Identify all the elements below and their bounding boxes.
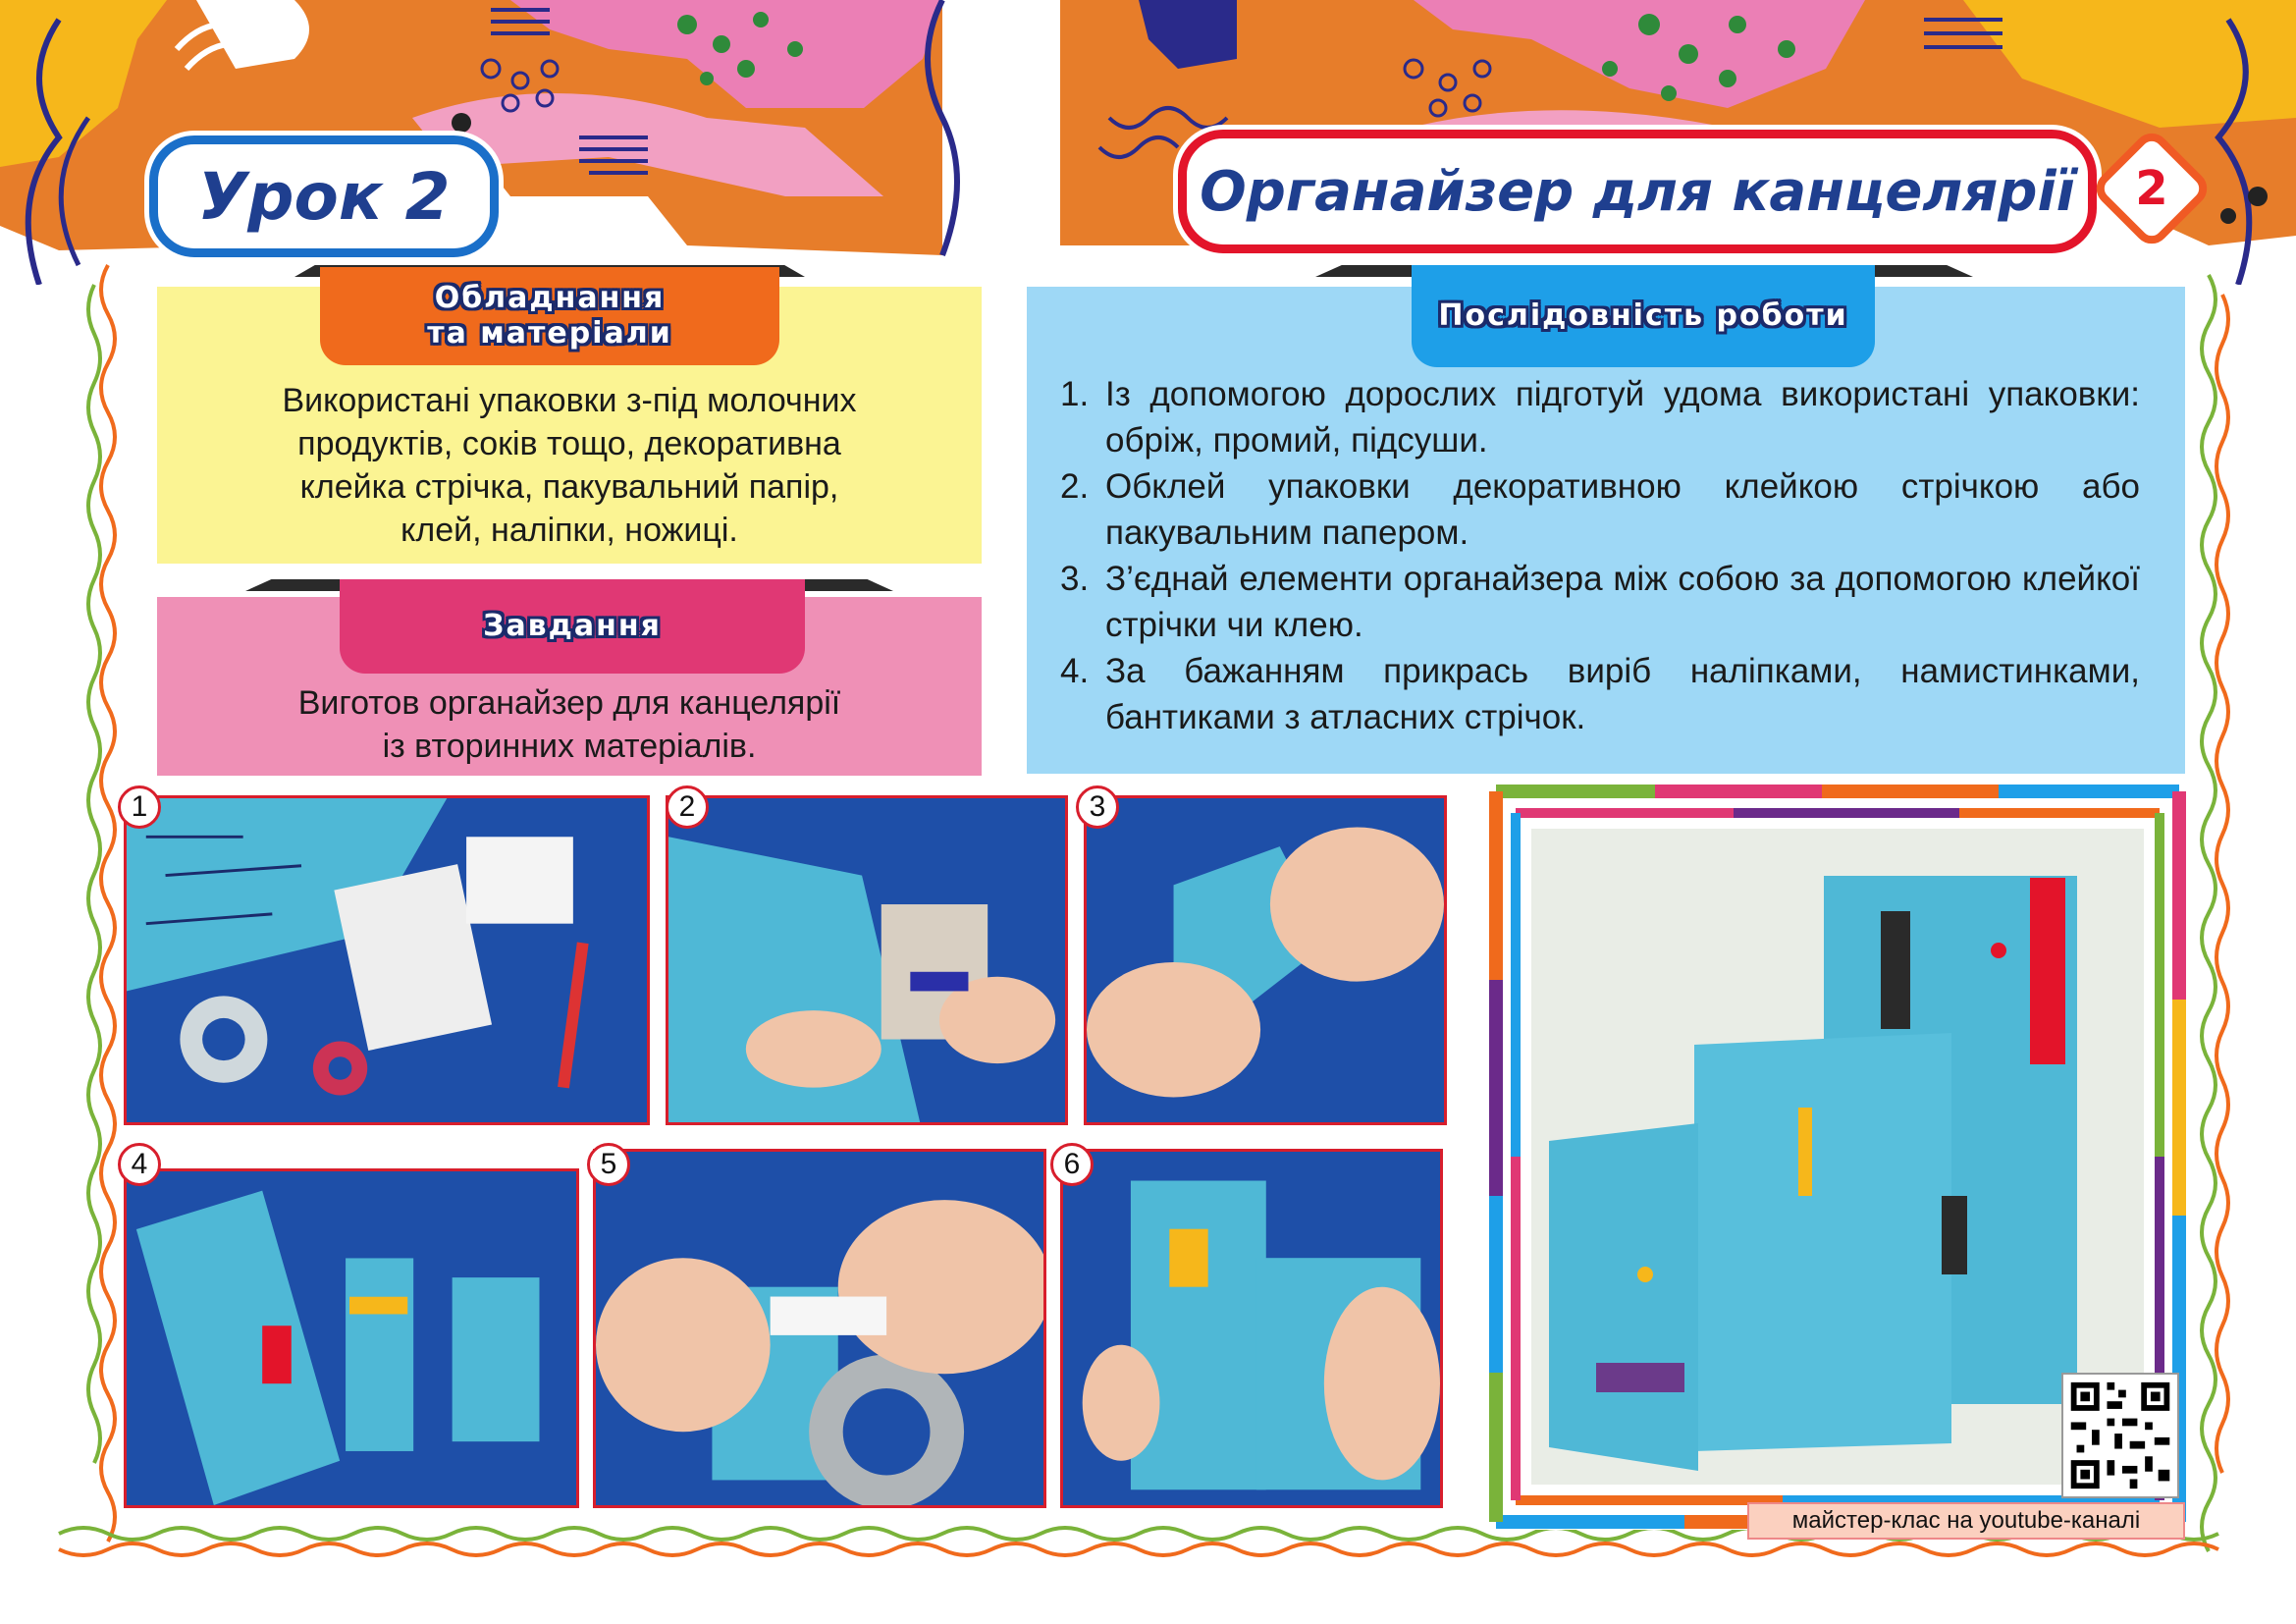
step-number: 4. bbox=[1060, 652, 1090, 690]
step-text: Обклей упаковки декоративною клейкою стрічкою або пакувальним папером. bbox=[1105, 467, 2140, 552]
step-text: За бажанням прикрась виріб наліпками, намистинками, бантиками з атласних стрічок. bbox=[1105, 652, 2140, 736]
step-photo-1 bbox=[124, 795, 650, 1125]
page-number-badge bbox=[2103, 139, 2201, 238]
qr-caption: майстер-клас на youtube-каналі bbox=[1747, 1502, 2185, 1540]
step-photo-3 bbox=[1084, 795, 1447, 1125]
task-line: Виготов органайзер для канцелярії bbox=[297, 684, 841, 722]
materials-text bbox=[177, 379, 962, 552]
task-heading bbox=[340, 579, 805, 674]
photo-number-badge: 3 bbox=[1076, 785, 1119, 829]
step-photo-2 bbox=[666, 795, 1068, 1125]
step-text: Із допомогою дорослих підготуй удома використані упаковки: обріж, промий, підсуши. bbox=[1105, 375, 2140, 460]
qr-code-icon[interactable] bbox=[2061, 1373, 2179, 1498]
photo-number-badge: 2 bbox=[666, 785, 709, 829]
photo-number-badge: 5 bbox=[587, 1143, 630, 1186]
step-item bbox=[1060, 648, 2140, 740]
materials-heading bbox=[320, 267, 779, 365]
page-title: Органайзер для канцелярії bbox=[1178, 130, 2097, 253]
sequence-heading-text: Послідовність роботи bbox=[1438, 298, 1848, 333]
materials-line: Використані упаковки з-під молочних bbox=[282, 382, 857, 419]
materials-heading-line2: та матеріали bbox=[427, 316, 672, 351]
step-item bbox=[1060, 463, 2140, 556]
step-item bbox=[1060, 556, 2140, 648]
step-item bbox=[1060, 371, 2140, 463]
photo-number-badge: 4 bbox=[118, 1143, 161, 1186]
page-number: 2 bbox=[2135, 161, 2168, 216]
step-text: З’єднай елементи органайзера між собою за допомогою клейкої стрічки чи клею. bbox=[1105, 560, 2140, 644]
step-number: 2. bbox=[1060, 467, 1090, 506]
materials-line: продуктів, соків тощо, декоративна bbox=[297, 425, 841, 462]
materials-heading-line1: Обладнання bbox=[434, 281, 666, 315]
steps-list bbox=[1060, 371, 2140, 740]
lesson-label: Урок 2 bbox=[149, 135, 499, 257]
materials-line: клейка стрічка, пакувальний папір, bbox=[299, 468, 839, 506]
step-photo-6 bbox=[1060, 1149, 1443, 1508]
task-heading-text: Завдання bbox=[483, 609, 662, 643]
photo-number-badge: 6 bbox=[1050, 1143, 1094, 1186]
task-line: із вторинних матеріалів. bbox=[382, 728, 757, 765]
photo-number-badge: 1 bbox=[118, 785, 161, 829]
step-number: 1. bbox=[1060, 375, 1090, 413]
sequence-heading bbox=[1412, 265, 1875, 367]
materials-line: клей, наліпки, ножиці. bbox=[400, 512, 738, 549]
task-text bbox=[177, 681, 962, 768]
step-photo-4 bbox=[124, 1168, 579, 1508]
step-number: 3. bbox=[1060, 560, 1090, 598]
step-photo-5 bbox=[593, 1149, 1046, 1508]
